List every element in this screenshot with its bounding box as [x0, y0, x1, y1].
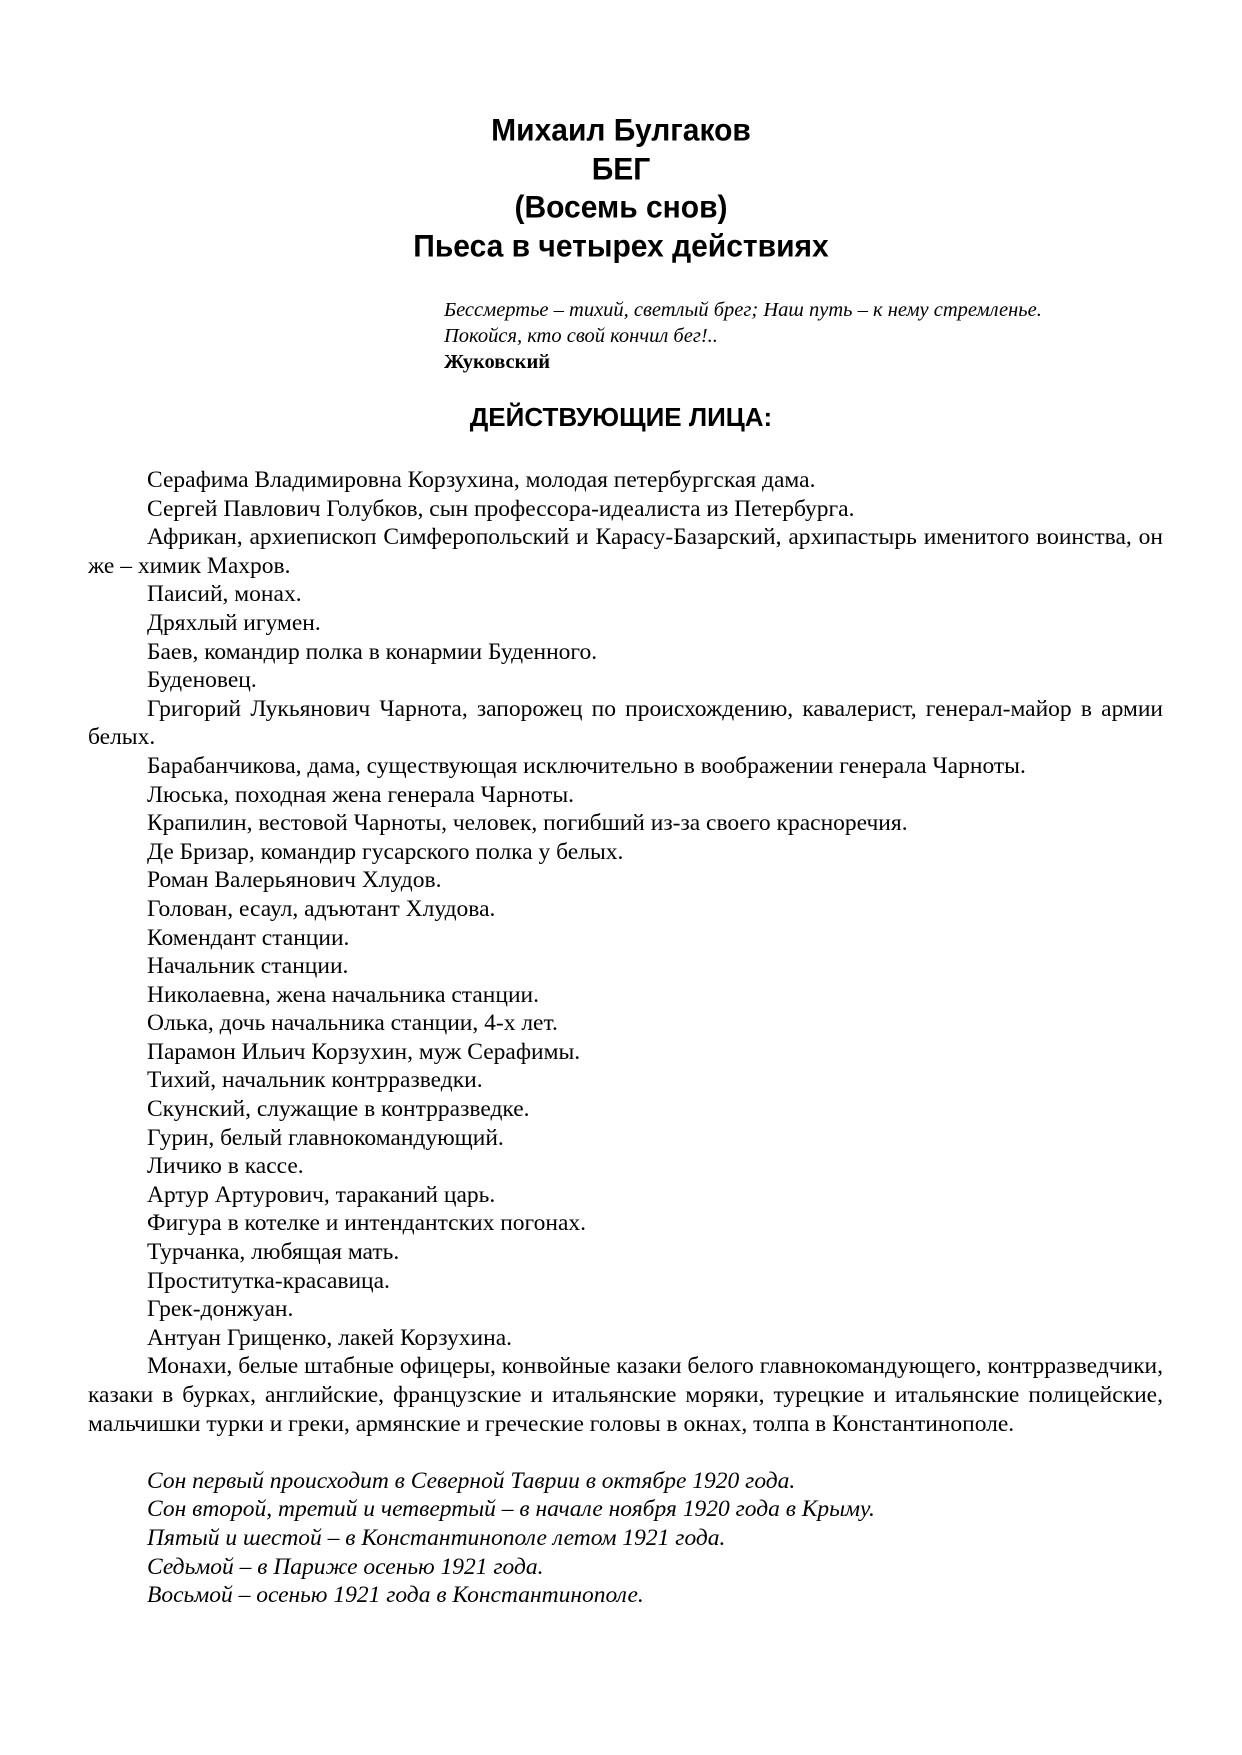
cast-member: Николаевна, жена начальника станции. [147, 981, 539, 1008]
setting-line: Сон второй, третий и четвертый – в начале ноября 1920 года в Крыму. [147, 1496, 875, 1523]
epigraph-author: Жуковский [444, 351, 551, 373]
cast-member: Гурин, белый главнокомандующий. [147, 1124, 504, 1151]
cast-member: Крапилин, вестовой Чарноты, человек, погибший из-за своего красноречия. [147, 810, 908, 837]
epigraph-line: Бессмертье – тихий, светлый брег; Наш путь – к нему стремленье. [444, 299, 1042, 321]
cast-member: Баев, командир полка в конармии Буденного. [147, 638, 598, 665]
cast-list [88, 466, 1163, 1610]
cast-member: Григорий Лукьянович Чарнота, запорожец по происхождению, кавалерист, генерал-майор в армии белых. [88, 695, 1163, 751]
setting-line: Восьмой – осенью 1921 года в Константинополе. [147, 1582, 644, 1609]
play-genre: Пьеса в четырех действиях [413, 228, 829, 264]
cast-member: Люська, походная жена генерала Чарноты. [147, 781, 575, 808]
cast-member: Грек-донжуан. [147, 1296, 294, 1323]
settings-list [88, 1467, 1163, 1610]
setting-line: Седьмой – в Париже осенью 1921 года. [147, 1553, 544, 1580]
cast-member: Начальник станции. [147, 953, 349, 980]
cast-member: Проститутка-красавица. [147, 1267, 390, 1294]
cast-member: Парамон Ильич Корзухин, муж Серафимы. [147, 1038, 581, 1065]
cast-member: Голован, есаул, адъютант Хлудова. [147, 895, 496, 922]
setting-line: Пятый и шестой – в Константинополе летом 1921 года. [147, 1524, 726, 1551]
cast-member: Скунский, служащие в контрразведке. [147, 1096, 530, 1123]
cast-member: Личико в кассе. [147, 1153, 304, 1180]
cast-member: Сергей Павлович Голубков, сын профессора-идеалиста из Петербурга. [147, 495, 855, 522]
cast-member: Антуан Грищенко, лакей Корзухина. [147, 1324, 512, 1351]
epigraph-line: Покойся, кто свой кончил бег!.. [444, 325, 718, 347]
epigraph [444, 297, 1042, 375]
author-name: Михаил Булгаков [491, 113, 751, 148]
cast-member: Турчанка, любящая мать. [147, 1239, 400, 1266]
cast-member: Африкан, архиепископ Симферопольский и Карасу-Базарский, архипастырь именитого воинства, он же – химик Махров. [88, 524, 1163, 579]
cast-member: Роман Валерьянович Хлудов. [147, 867, 442, 894]
title-block [0, 112, 1242, 266]
cast-member: Олька, дочь начальника станции, 4-х лет. [147, 1010, 558, 1037]
cast-member: Серафима Владимировна Корзухина, молодая петербургская дама. [147, 467, 816, 493]
cast-member: Дряхлый игумен. [147, 609, 321, 636]
cast-member: Фигура в котелке и интендантских погонах. [147, 1210, 586, 1237]
cast-heading: ДЕЙСТВУЮЩИЕ ЛИЦА: [469, 402, 773, 432]
cast-member: Барабанчикова, дама, существующая исключительно в воображении генерала Чарноты. [147, 752, 1026, 779]
cast-member: Паисий, монах. [147, 581, 302, 608]
setting-line: Сон первый происходит в Северной Таврии в октябре 1920 года. [147, 1467, 796, 1494]
cast-member: Комендант станции. [147, 924, 350, 951]
cast-member: Артур Артурович, тараканий царь. [147, 1181, 496, 1208]
cast-member: Монахи, белые штабные офицеры, конвойные казаки белого главнокомандующего, контрразведчики, казаки в бурках, английские, французские и итальянские моряки, турецкие и итальянские полицейские, мальчишки турки и греки, армянские и греческие головы в окнах, толпа в Константинополе. [88, 1353, 1163, 1437]
cast-member: Тихий, начальник контрразведки. [147, 1067, 483, 1094]
cast-member: Де Бризар, командир гусарского полка у белых. [147, 838, 624, 865]
play-subtitle: (Восемь снов) [514, 190, 728, 225]
cast-member: Буденовец. [147, 667, 257, 694]
play-title: БЕГ [591, 151, 651, 187]
